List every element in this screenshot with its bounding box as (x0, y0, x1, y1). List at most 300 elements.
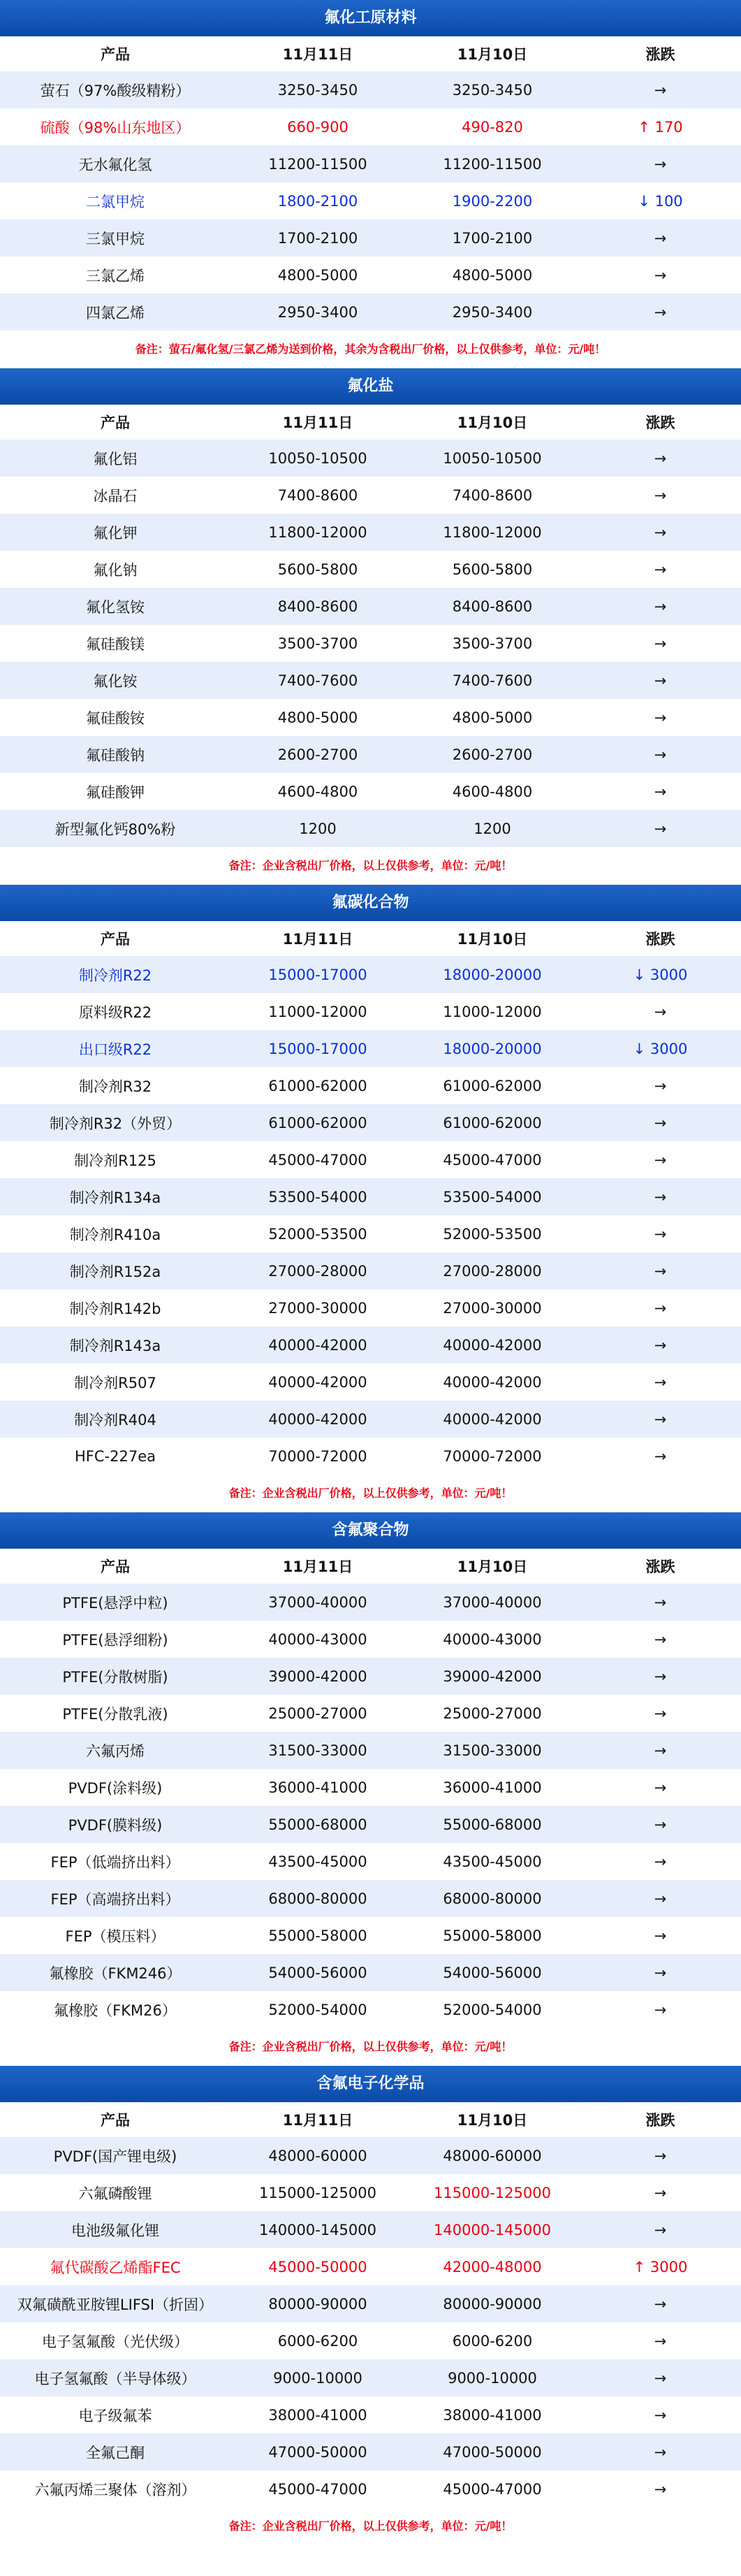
price-section (0, 1512, 741, 2066)
change-cell: → (654, 2443, 667, 2461)
change-cell: → (654, 1447, 667, 1465)
price-date2-cell: 40000-42000 (443, 1336, 542, 1354)
table-row (0, 1252, 741, 1289)
product-cell: 氟橡胶（FKM26） (54, 2002, 177, 2019)
col-header-date2: 11月10日 (457, 414, 528, 431)
table-row (0, 182, 741, 219)
product-cell: 制冷剂R125 (74, 1152, 156, 1169)
table-row (0, 1658, 741, 1695)
table-row (0, 1326, 741, 1363)
change-cell: → (654, 1779, 667, 1796)
change-cell: ↑ 3000 (633, 2258, 688, 2275)
price-date1-cell: 15000-17000 (268, 1040, 367, 1057)
price-date1-cell: 5600-5800 (277, 560, 358, 578)
product-cell: 萤石（97%酸级精粉） (40, 82, 191, 99)
section-note: 备注：萤石/氟化氢/三氯乙烯为送到价格，其余为含税出厂价格，以上仅供参考，单位：元/吨！ (0, 331, 741, 368)
price-date1-cell: 39000-42000 (268, 1667, 367, 1685)
change-cell: → (654, 1890, 667, 1907)
product-cell: 制冷剂R507 (74, 1374, 156, 1391)
table-row (0, 1141, 741, 1178)
price-date2-cell: 40000-42000 (443, 1373, 542, 1391)
product-cell: 氟化铵 (93, 672, 138, 690)
col-header-date1: 11月11日 (282, 1558, 353, 1575)
price-date2-cell: 68000-80000 (443, 1890, 542, 1907)
price-date1-cell: 115000-125000 (259, 2184, 376, 2201)
table-row (0, 1806, 741, 1843)
table-row (0, 2396, 741, 2433)
product-cell: 氟橡胶（FKM246） (49, 1964, 182, 1982)
price-date2-cell: 31500-33000 (443, 1742, 542, 1759)
price-date1-cell: 11200-11500 (268, 155, 367, 173)
change-cell: → (654, 820, 667, 837)
change-cell: → (654, 1299, 667, 1317)
product-cell: 三氯甲烷 (86, 230, 145, 247)
section-note: 备注：企业含税出厂价格，以上仅供参考，单位：元/吨！ (0, 1475, 741, 1512)
product-cell: 制冷剂R32（外贸） (49, 1115, 182, 1132)
change-cell: → (654, 746, 667, 763)
table-row (0, 145, 741, 182)
price-date1-cell: 25000-27000 (268, 1705, 367, 1722)
table-row (0, 736, 741, 773)
price-date2-cell: 115000-125000 (434, 2184, 551, 2201)
product-cell: 氟化钾 (93, 524, 138, 542)
price-date1-cell: 70000-72000 (268, 1447, 367, 1465)
price-date1-cell: 2950-3400 (277, 303, 358, 321)
change-cell: → (654, 523, 667, 541)
table-row (0, 1621, 741, 1658)
section-title: 含氟电子化学品 (0, 2066, 741, 2102)
price-date2-cell: 47000-50000 (443, 2443, 542, 2461)
change-cell: → (654, 1742, 667, 1759)
table-row (0, 551, 741, 588)
table-body (0, 440, 741, 847)
section-title: 氟碳化合物 (0, 885, 741, 921)
change-cell: → (654, 1003, 667, 1020)
price-date2-cell: 42000-48000 (443, 2258, 542, 2275)
change-cell: → (654, 1593, 667, 1611)
price-date2-cell: 1700-2100 (452, 229, 533, 247)
price-date1-cell: 45000-47000 (268, 1151, 367, 1168)
price-date1-cell: 6000-6200 (277, 2332, 358, 2350)
col-header-product: 产品 (101, 414, 130, 431)
product-cell: PTFE(悬浮中粒) (62, 1594, 168, 1612)
col-header-date1: 11月11日 (282, 2112, 353, 2129)
change-cell: → (654, 1410, 667, 1428)
product-cell: 氟代碳酸乙烯酯FEC (50, 2259, 181, 2276)
price-date2-cell: 27000-30000 (443, 1299, 542, 1317)
price-date2-cell: 140000-145000 (434, 2221, 551, 2238)
price-date2-cell: 43500-45000 (443, 1853, 542, 1870)
price-date1-cell: 45000-47000 (268, 2480, 367, 2498)
price-date2-cell: 36000-41000 (443, 1779, 542, 1796)
change-cell: ↓ 3000 (633, 1040, 688, 1057)
price-date1-cell: 1200 (299, 820, 337, 837)
price-date1-cell: 10050-10500 (268, 449, 367, 467)
change-cell: → (654, 1225, 667, 1243)
price-date1-cell: 55000-68000 (268, 1816, 367, 1833)
price-date2-cell: 45000-47000 (443, 2480, 542, 2498)
change-cell: → (654, 1262, 667, 1280)
table-header (0, 2102, 741, 2137)
col-header-change: 涨跌 (645, 414, 675, 431)
change-cell: → (654, 1927, 667, 1944)
col-header-date2: 11月10日 (457, 931, 528, 948)
product-cell: FEP（高端挤出料） (50, 1890, 180, 1908)
price-date2-cell: 37000-40000 (443, 1593, 542, 1611)
change-cell: → (654, 1667, 667, 1685)
price-date2-cell: 52000-54000 (443, 2001, 542, 2018)
price-date1-cell: 4800-5000 (277, 709, 358, 726)
price-date2-cell: 80000-90000 (443, 2295, 542, 2313)
change-cell: → (654, 1077, 667, 1094)
product-cell: PTFE(分散树脂) (62, 1668, 168, 1686)
table-row (0, 1363, 741, 1401)
col-header-change: 涨跌 (645, 46, 675, 63)
product-cell: 全氟己酮 (86, 2444, 145, 2461)
table-row (0, 1178, 741, 1215)
section-note: 备注：企业含税出厂价格，以上仅供参考，单位：元/吨！ (0, 2508, 741, 2545)
change-cell: → (654, 2147, 667, 2164)
change-cell: ↓ 100 (638, 192, 683, 210)
table-row (0, 2470, 741, 2508)
price-date1-cell: 61000-62000 (268, 1114, 367, 1131)
table-body (0, 2137, 741, 2508)
price-date2-cell: 3500-3700 (452, 635, 533, 652)
price-date1-cell: 27000-28000 (268, 1262, 367, 1280)
price-date2-cell: 2950-3400 (452, 303, 533, 321)
price-date1-cell: 36000-41000 (268, 1779, 367, 1796)
product-cell: FEP（模压料） (65, 1927, 166, 1945)
table-row (0, 294, 741, 331)
price-date1-cell: 37000-40000 (268, 1593, 367, 1611)
price-date1-cell: 9000-10000 (273, 2369, 362, 2387)
product-cell: 四氯乙烯 (86, 304, 145, 321)
price-date2-cell: 8400-8600 (452, 598, 533, 615)
product-cell: PVDF(国产锂电级) (53, 2148, 177, 2165)
change-cell: → (654, 783, 667, 800)
product-cell: FEP（低端挤出料） (50, 1853, 180, 1871)
price-date2-cell: 11200-11500 (443, 155, 542, 173)
price-date1-cell: 2600-2700 (277, 746, 358, 763)
price-date2-cell: 10050-10500 (443, 449, 542, 467)
product-cell: 制冷剂R143a (69, 1337, 161, 1354)
change-cell: → (654, 1373, 667, 1391)
section-note: 备注：企业含税出厂价格，以上仅供参考，单位：元/吨！ (0, 847, 741, 885)
table-row (0, 256, 741, 294)
change-cell: → (654, 2184, 667, 2201)
price-date1-cell: 47000-50000 (268, 2443, 367, 2461)
price-date2-cell: 53500-54000 (443, 1188, 542, 1206)
col-header-date2: 11月10日 (457, 2112, 528, 2129)
change-cell: → (654, 266, 667, 284)
change-cell: → (654, 155, 667, 173)
change-cell: → (654, 2295, 667, 2313)
table-row (0, 699, 741, 736)
table-body (0, 71, 741, 331)
table-row (0, 1104, 741, 1141)
change-cell: → (654, 81, 667, 99)
change-cell: → (654, 1630, 667, 1648)
price-date1-cell: 40000-43000 (268, 1630, 367, 1648)
change-cell: → (654, 303, 667, 321)
table-row (0, 1991, 741, 2028)
product-cell: 三氯乙烯 (86, 267, 145, 284)
price-date1-cell: 48000-60000 (268, 2147, 367, 2164)
price-date1-cell: 8400-8600 (277, 598, 358, 615)
table-row (0, 810, 741, 847)
product-cell: 电子氢氟酸（半导体级） (34, 2370, 196, 2387)
table-row (0, 625, 741, 662)
price-date1-cell: 660-900 (287, 118, 349, 136)
price-date1-cell: 40000-42000 (268, 1373, 367, 1391)
table-header (0, 1549, 741, 1584)
price-date2-cell: 1900-2200 (452, 192, 533, 210)
col-header-date1: 11月11日 (282, 46, 353, 63)
col-header-date2: 11月10日 (457, 46, 528, 63)
price-date1-cell: 40000-42000 (268, 1336, 367, 1354)
change-cell: → (654, 1964, 667, 1981)
change-cell: → (654, 2369, 667, 2387)
table-row (0, 1289, 741, 1326)
table-row (0, 2248, 741, 2285)
table-header (0, 921, 741, 956)
price-date1-cell: 68000-80000 (268, 1890, 367, 1907)
table-row (0, 1880, 741, 1917)
price-date2-cell: 55000-58000 (443, 1927, 542, 1944)
table-header (0, 36, 741, 71)
col-header-date2: 11月10日 (457, 1558, 528, 1575)
col-header-product: 产品 (101, 46, 130, 63)
price-date1-cell: 15000-17000 (268, 966, 367, 983)
change-cell: → (654, 2406, 667, 2424)
price-date2-cell: 7400-8600 (452, 486, 533, 504)
product-cell: 新型氟化钙80%粉 (54, 820, 176, 838)
col-header-product: 产品 (101, 1558, 130, 1575)
table-row (0, 1584, 741, 1621)
table-row (0, 2285, 741, 2322)
product-cell: 制冷剂R410a (69, 1226, 161, 1243)
price-date2-cell: 38000-41000 (443, 2406, 542, 2424)
price-date1-cell: 1800-2100 (277, 192, 358, 210)
table-row (0, 1954, 741, 1991)
price-date2-cell: 6000-6200 (452, 2332, 533, 2350)
table-row (0, 1732, 741, 1769)
price-date2-cell: 18000-20000 (443, 966, 542, 983)
change-cell: → (654, 2480, 667, 2498)
table-row (0, 2433, 741, 2470)
price-date1-cell: 52000-54000 (268, 2001, 367, 2018)
price-date1-cell: 40000-42000 (268, 1410, 367, 1428)
table-row (0, 1401, 741, 1438)
product-cell: PTFE(分散乳液) (62, 1705, 168, 1723)
table-header (0, 405, 741, 440)
price-section (0, 2066, 741, 2545)
price-date2-cell: 7400-7600 (452, 672, 533, 689)
product-cell: 氟硅酸镁 (86, 635, 145, 653)
price-date1-cell: 3250-3450 (277, 81, 358, 99)
table-row (0, 2359, 741, 2396)
table-row (0, 588, 741, 625)
product-cell: 硫酸（98%山东地区） (40, 119, 191, 136)
price-date2-cell: 40000-42000 (443, 1410, 542, 1428)
price-date2-cell: 4800-5000 (452, 266, 533, 284)
change-cell: → (654, 1816, 667, 1833)
table-row (0, 1695, 741, 1732)
change-cell: → (654, 709, 667, 726)
price-date2-cell: 490-820 (462, 118, 523, 136)
product-cell: 出口级R22 (78, 1041, 152, 1058)
table-row (0, 71, 741, 108)
price-date2-cell: 70000-72000 (443, 1447, 542, 1465)
table-row (0, 1917, 741, 1954)
price-date2-cell: 61000-62000 (443, 1114, 542, 1131)
table-row (0, 2137, 741, 2174)
price-date2-cell: 3250-3450 (452, 81, 533, 99)
product-cell: HFC-227ea (75, 1447, 156, 1465)
product-cell: 电池级氟化锂 (71, 2222, 159, 2239)
table-row (0, 1438, 741, 1475)
price-date2-cell: 61000-62000 (443, 1077, 542, 1094)
price-date2-cell: 27000-28000 (443, 1262, 542, 1280)
section-title: 含氟聚合物 (0, 1512, 741, 1549)
price-date1-cell: 4800-5000 (277, 266, 358, 284)
price-date1-cell: 3500-3700 (277, 635, 358, 652)
price-date1-cell: 80000-90000 (268, 2295, 367, 2313)
product-cell: 氟化钠 (93, 561, 138, 579)
product-cell: PVDF(膜料级) (68, 1816, 163, 1834)
price-date2-cell: 54000-56000 (443, 1964, 542, 1981)
product-cell: PTFE(悬浮细粉) (62, 1631, 168, 1649)
table-row (0, 956, 741, 993)
price-date2-cell: 52000-53500 (443, 1225, 542, 1243)
price-date2-cell: 25000-27000 (443, 1705, 542, 1722)
change-cell: → (654, 1853, 667, 1870)
product-cell: 制冷剂R404 (74, 1411, 156, 1428)
table-row (0, 1067, 741, 1104)
table-body (0, 1584, 741, 2028)
price-date1-cell: 27000-30000 (268, 1299, 367, 1317)
change-cell: → (654, 1151, 667, 1168)
table-row (0, 2174, 741, 2211)
price-date1-cell: 38000-41000 (268, 2406, 367, 2424)
product-cell: 制冷剂R152a (69, 1263, 161, 1280)
table-row (0, 2322, 741, 2359)
col-header-product: 产品 (101, 2112, 130, 2129)
product-cell: 制冷剂R134a (69, 1189, 161, 1206)
product-cell: 双氟磺酰亚胺锂LIFSI（折固） (17, 2296, 214, 2313)
col-header-date1: 11月11日 (282, 414, 353, 431)
section-note: 备注：企业含税出厂价格，以上仅供参考，单位：元/吨！ (0, 2028, 741, 2066)
price-date2-cell: 1200 (474, 820, 511, 837)
product-cell: 二氯甲烷 (86, 193, 145, 210)
table-body (0, 956, 741, 1475)
section-title: 氟化盐 (0, 368, 741, 405)
table-row (0, 1843, 741, 1880)
product-cell: 六氟丙烯 (86, 1742, 145, 1760)
change-cell: → (654, 1336, 667, 1354)
product-cell: 氟化铝 (93, 450, 138, 468)
price-date2-cell: 5600-5800 (452, 560, 533, 578)
product-cell: 制冷剂R32 (78, 1078, 152, 1095)
price-date1-cell: 11000-12000 (268, 1003, 367, 1020)
price-date2-cell: 4600-4800 (452, 783, 533, 800)
col-header-product: 产品 (101, 931, 130, 948)
change-cell: ↑ 170 (638, 118, 683, 136)
price-date2-cell: 55000-68000 (443, 1816, 542, 1833)
price-date1-cell: 1700-2100 (277, 229, 358, 247)
product-cell: 氟化氢铵 (86, 598, 145, 616)
product-cell: 电子级氟苯 (78, 2407, 152, 2424)
price-date2-cell: 18000-20000 (443, 1040, 542, 1057)
col-header-change: 涨跌 (645, 1558, 675, 1575)
product-cell: 氟硅酸钠 (86, 746, 145, 764)
change-cell: → (654, 1188, 667, 1206)
table-row (0, 2211, 741, 2248)
price-date1-cell: 53500-54000 (268, 1188, 367, 1206)
product-cell: 制冷剂R22 (78, 967, 152, 984)
change-cell: → (654, 672, 667, 689)
col-header-change: 涨跌 (645, 2112, 675, 2129)
price-date2-cell: 11000-12000 (443, 1003, 542, 1020)
table-row (0, 108, 741, 145)
price-date2-cell: 48000-60000 (443, 2147, 542, 2164)
price-date2-cell: 9000-10000 (448, 2369, 537, 2387)
change-cell: → (654, 486, 667, 504)
product-cell: 电子氢氟酸（光伏级） (42, 2333, 189, 2350)
change-cell: → (654, 2332, 667, 2350)
product-cell: 原料级R22 (78, 1004, 152, 1021)
table-row (0, 1769, 741, 1806)
price-date1-cell: 31500-33000 (268, 1742, 367, 1759)
table-row (0, 514, 741, 551)
table-row (0, 440, 741, 477)
price-date1-cell: 61000-62000 (268, 1077, 367, 1094)
table-row (0, 993, 741, 1030)
price-date1-cell: 140000-145000 (259, 2221, 376, 2238)
table-row (0, 1215, 741, 1252)
price-date1-cell: 55000-58000 (268, 1927, 367, 1944)
price-date2-cell: 2600-2700 (452, 746, 533, 763)
change-cell: → (654, 1705, 667, 1722)
change-cell: → (654, 449, 667, 467)
table-row (0, 219, 741, 256)
change-cell: ↓ 3000 (633, 966, 688, 983)
price-section (0, 885, 741, 1512)
change-cell: → (654, 560, 667, 578)
price-date2-cell: 11800-12000 (443, 523, 542, 541)
price-date1-cell: 11800-12000 (268, 523, 367, 541)
product-cell: 无水氟化氢 (78, 156, 152, 173)
product-cell: 制冷剂R142b (69, 1300, 161, 1317)
product-cell: 六氟丙烯三聚体（溶剂） (34, 2481, 196, 2498)
section-title: 氟化工原材料 (0, 0, 741, 36)
price-date1-cell: 43500-45000 (268, 1853, 367, 1870)
product-cell: 六氟磷酸锂 (78, 2185, 152, 2202)
price-date1-cell: 45000-50000 (268, 2258, 367, 2275)
product-cell: PVDF(涂料级) (68, 1779, 163, 1797)
col-header-date1: 11月11日 (282, 931, 353, 948)
change-cell: → (654, 598, 667, 615)
change-cell: → (654, 1114, 667, 1131)
price-section (0, 368, 741, 885)
price-date2-cell: 40000-43000 (443, 1630, 542, 1648)
price-date2-cell: 4800-5000 (452, 709, 533, 726)
price-date1-cell: 7400-8600 (277, 486, 358, 504)
price-date2-cell: 39000-42000 (443, 1667, 542, 1685)
col-header-change: 涨跌 (645, 931, 675, 948)
table-row (0, 1030, 741, 1067)
product-cell: 冰晶石 (93, 487, 138, 505)
